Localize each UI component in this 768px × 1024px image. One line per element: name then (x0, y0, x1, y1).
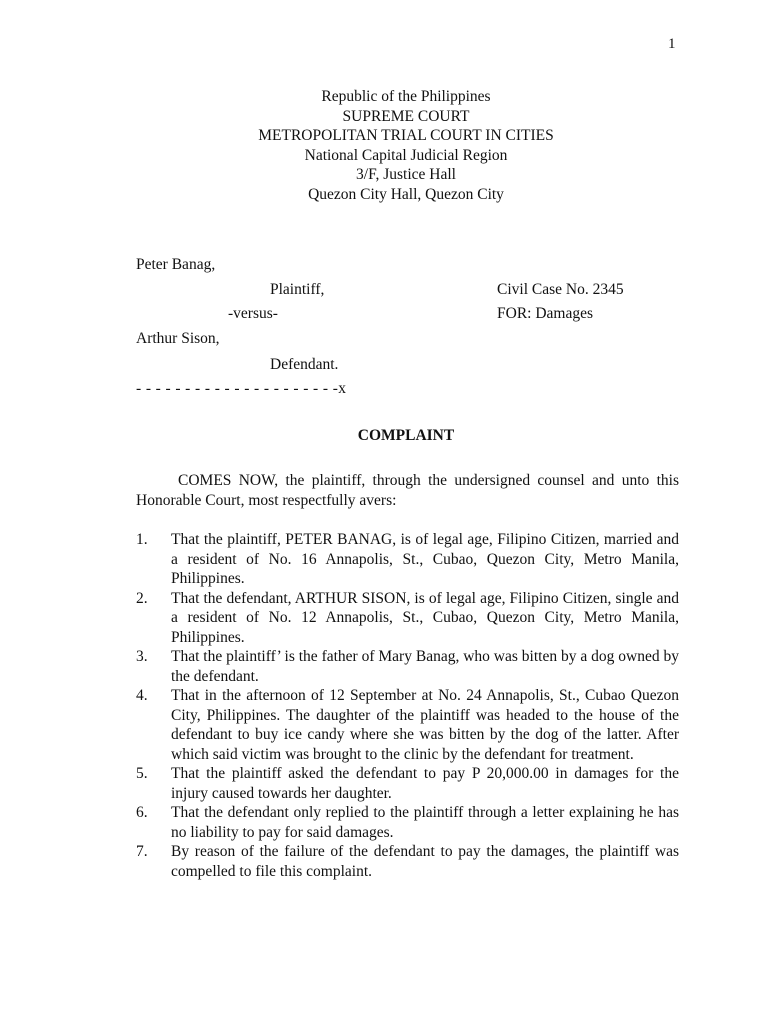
plaintiff-role: Plaintiff, (270, 281, 325, 298)
allegation-text: That the plaintiff’ is the father of Mary Banag, who was bitten by a dog owned by the defendant. (171, 648, 679, 685)
allegation-text: By reason of the failure of the defendant to pay the damages, the plaintiff was compelled to file this complaint. (171, 843, 679, 880)
caption-separator: - - - - - - - - - - - - - - - - - - - - -x (136, 380, 347, 397)
list-item (136, 842, 679, 881)
allegation-text: That the defendant only replied to the plaintiff through a letter explaining he has no liability to pay for said damages. (171, 804, 679, 841)
header-line-region: National Capital Judicial Region (304, 146, 508, 164)
header-line-republic: Republic of the Philippines (321, 88, 491, 105)
allegation-number: 4. (136, 687, 148, 704)
list-item (136, 686, 679, 764)
header-line-supreme-court: SUPREME COURT (342, 107, 470, 125)
list-item (136, 647, 679, 686)
header-line-address: Quezon City Hall, Quezon City (308, 185, 504, 203)
case-number: Civil Case No. 2345 (497, 281, 624, 298)
plaintiff-name: Peter Banag, (136, 256, 216, 273)
intro-paragraph: COMES NOW, the plaintiff, through the undersigned counsel and unto this Honorable Court, most respectfully avers: (136, 472, 679, 509)
allegation-number: 7. (136, 843, 148, 860)
allegation-text: That the defendant, ARTHUR SISON, is of legal age, Filipino Citizen, single and a resident of No. 12 Annapolis, St., Cubao, Quezon City, Metro Manila, Philippines. (171, 589, 679, 646)
header-line-trial-court: METROPOLITAN TRIAL COURT IN CITIES (258, 127, 554, 144)
defendant-name: Arthur Sison, (136, 330, 220, 347)
allegations-list (136, 530, 679, 881)
allegation-number: 3. (136, 648, 148, 665)
list-item (136, 803, 679, 842)
versus-label: -versus- (228, 305, 278, 322)
page-number: 1 (668, 36, 676, 52)
header-line-hall: 3/F, Justice Hall (356, 166, 456, 183)
allegation-number: 2. (136, 589, 148, 607)
allegation-number: 1. (136, 531, 148, 548)
list-item (136, 589, 679, 648)
allegation-text: That in the afternoon of 12 September at No. 24 Annapolis, St., Cubao Quezon City, Philippines. The daughter of the plaintiff was headed to the house of the defendant to buy ice candy where she was bitten by the dog of the latter. After which said victim was brought to the clinic by the defendant for treatment. (171, 687, 679, 763)
allegation-number: 6. (136, 804, 148, 821)
case-nature: FOR: Damages (497, 305, 594, 322)
document-title: COMPLAINT (357, 427, 455, 444)
court-header (0, 87, 768, 204)
list-item (136, 530, 679, 589)
allegation-text: That the plaintiff asked the defendant to pay P 20,000.00 in damages for the injury caused towards her daughter. (171, 765, 679, 802)
defendant-role: Defendant. (270, 356, 339, 373)
allegation-text: That the plaintiff, PETER BANAG, is of legal age, Filipino Citizen, married and a resident of No. 16 Annapolis, St., Cubao, Quezon City, Metro Manila, Philippines. (171, 531, 679, 587)
allegation-number: 5. (136, 765, 148, 782)
list-item (136, 764, 679, 803)
